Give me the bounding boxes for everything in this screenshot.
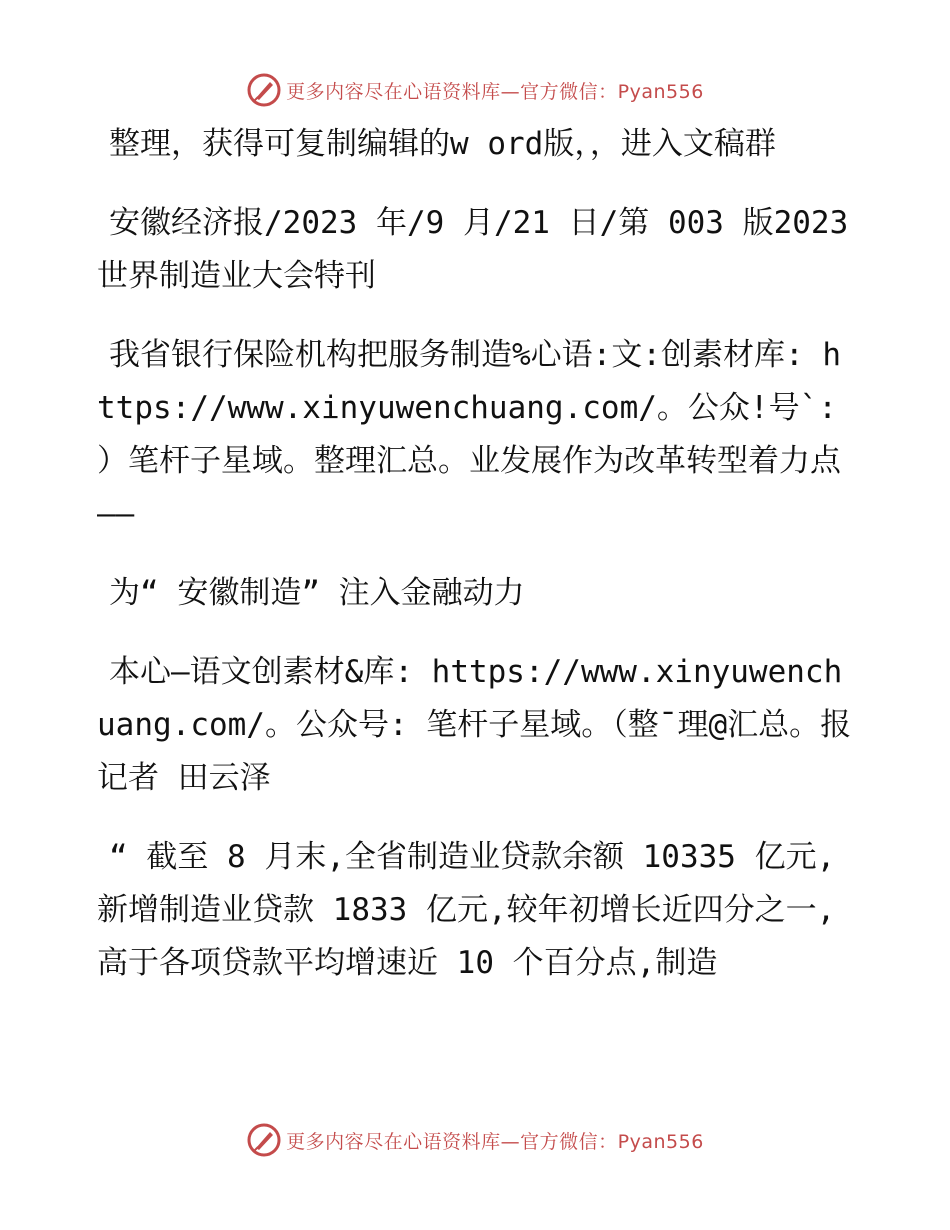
paragraph-text: 整理，获得可复制编辑的w ord版，，进入文稿群 [109, 126, 776, 162]
paragraph-subheadline [97, 567, 857, 620]
footer-watermark [0, 1120, 950, 1160]
paragraph-byline [97, 646, 857, 805]
quill-logo-icon [246, 72, 282, 108]
document-body [97, 118, 857, 1016]
paragraph-text: “ 截至 8 月末,全省制造业贷款余额 10335 亿元,新增制造业贷款 1833 亿元,较年初增长近四分之一,高于各项贷款平均增速近 10 个百分点,制造 [97, 839, 836, 981]
paragraph-intro [97, 118, 857, 171]
watermark-text: 更多内容尽在心语资料库—官方微信：Pyan556 [286, 80, 704, 103]
paragraph-text: 本心—语文创素材&库: https://www.xinyuwenchuang.com/。公众号: 笔杆子星域。（整¯理@汇总。报记者 田云泽 [97, 654, 852, 796]
watermark-text: 更多内容尽在心语资料库—官方微信：Pyan556 [286, 1130, 704, 1153]
paragraph-text: 安徽经济报/2023 年/9 月/21 日/第 003 版2023世界制造业大会特刊 [97, 205, 849, 294]
paragraph-text: 为“ 安徽制造” 注入金融动力 [109, 575, 525, 611]
header-watermark [0, 70, 950, 110]
paragraph-headline [97, 329, 857, 541]
quill-logo-icon [246, 1122, 282, 1158]
paragraph-body [97, 831, 857, 990]
paragraph-source [97, 197, 857, 303]
paragraph-text: 我省银行保险机构把服务制造%心语:文:创素材库: https://www.xinyuwenchuang.com/。公众!号`: ）笔杆子星域。整理汇总。业发展作为改革转型着力点—— [97, 337, 841, 532]
